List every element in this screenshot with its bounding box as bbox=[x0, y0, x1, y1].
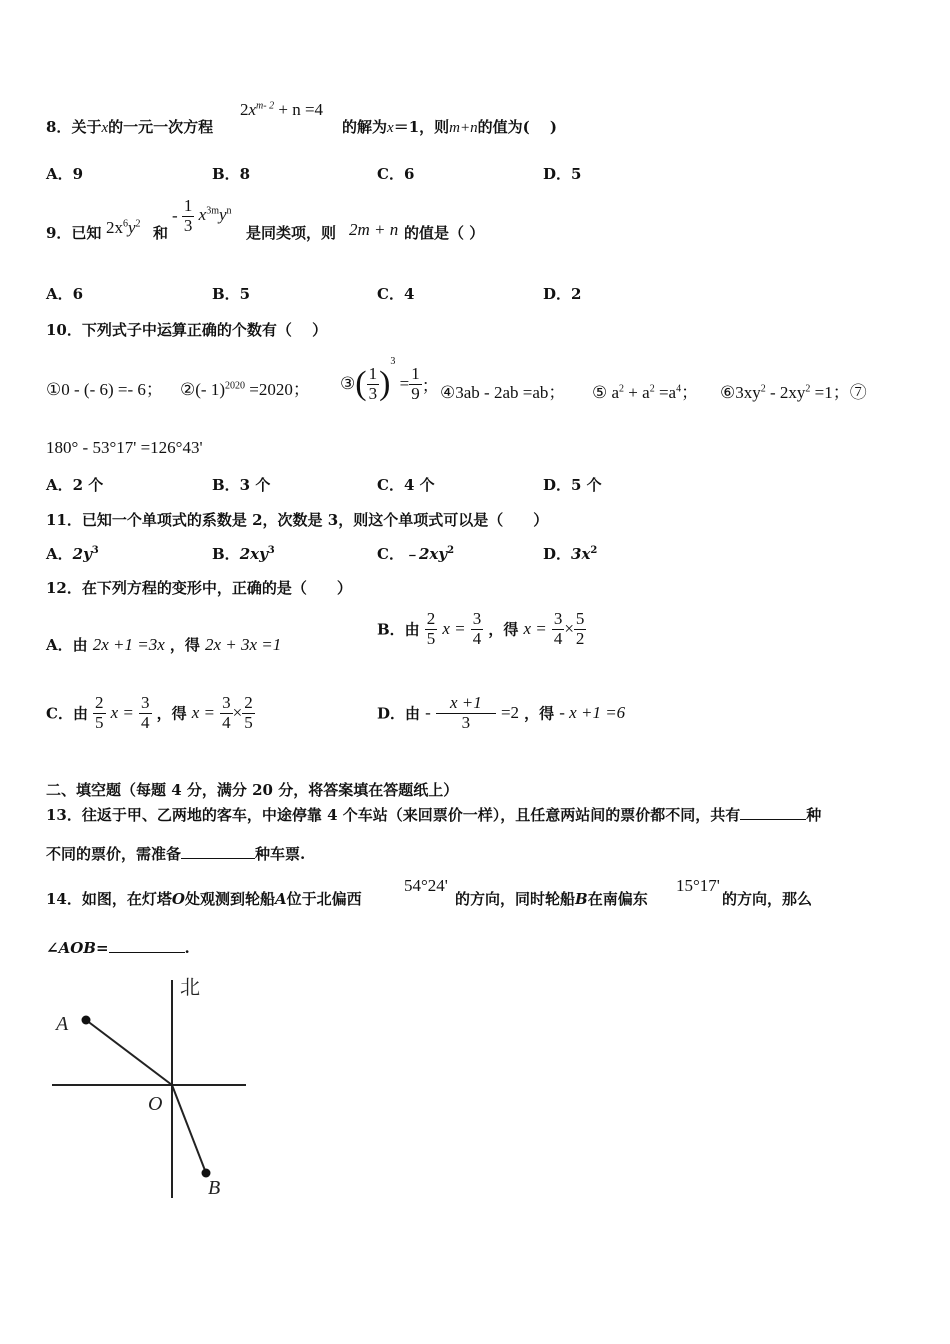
q9-stem-mid: 是同类项，则 bbox=[246, 224, 337, 242]
compass-figure bbox=[40, 968, 270, 1208]
section-2-heading: 二、填空题（每题 4 分，满分 20 分，将答案填在答题纸上） bbox=[46, 781, 459, 799]
q12-option-b[interactable]: B．由 $\frac{2}{5}$ x = $\frac{3}{4}$ ，得 x = $\frac{3}{4}$ × $\frac{5}{2}$ bbox=[377, 609, 585, 648]
label-b: B bbox=[208, 1177, 221, 1199]
q14-answer-line: ∠AOB= . bbox=[46, 939, 190, 957]
q14-stem-2: 的方向，同时轮船B在南偏东 bbox=[455, 890, 648, 908]
q14-blank[interactable] bbox=[109, 938, 185, 953]
q11-option-d[interactable]: D．$3x^2$ bbox=[543, 545, 598, 563]
q10-item-4: ④3ab - 2ab =ab； bbox=[440, 383, 566, 402]
q8-stem: 8．关于x的一元一次方程 bbox=[46, 118, 214, 136]
point-a bbox=[82, 1016, 91, 1025]
north-label: 北 bbox=[180, 975, 200, 999]
q10-stem: 10．下列式子中运算正确的个数有（ ） bbox=[46, 321, 328, 339]
q10-option-c[interactable]: C．4 个 bbox=[377, 476, 435, 494]
q14-angle-1: 54°24' bbox=[404, 876, 448, 895]
q10-item-2: ②(- 1)$^{2020}$ =2020； bbox=[180, 380, 310, 399]
q9-option-c[interactable]: C．4 bbox=[377, 285, 415, 303]
q9-expression: 2m + n bbox=[349, 220, 399, 239]
q9-option-b[interactable]: B．5 bbox=[212, 285, 251, 303]
q12-option-c[interactable]: C．由 $\frac{2}{5}$ x = $\frac{3}{4}$ ，得 x = $\frac{3}{4}$ × $\frac{2}{5}$ bbox=[46, 693, 253, 732]
q11-option-c[interactable]: C．$﹣2xy^2$ bbox=[377, 545, 455, 563]
q11-option-a[interactable]: A．$2y^3$ bbox=[46, 545, 99, 563]
label-o: O bbox=[148, 1093, 163, 1115]
q12-option-a[interactable]: A．由 2x +1 =3x ，得 2x + 3x =1 bbox=[46, 635, 282, 654]
q8-stem-end: 的解为x＝1，则m+n的值为( ) bbox=[342, 118, 558, 136]
q13-blank-1[interactable] bbox=[740, 805, 806, 820]
q9-term1: $2x^6y^2$ bbox=[106, 218, 141, 237]
q12-option-d[interactable]: D．由 - $\frac{x +1}{3}$ =2 ，得 - x +1 =6 bbox=[377, 693, 626, 732]
q8-option-b[interactable]: B．8 bbox=[212, 165, 251, 183]
q13-blank-2[interactable] bbox=[181, 844, 255, 859]
q14-angle-2: 15°17' bbox=[676, 876, 720, 895]
q9-stem-end: 的值是（ ） bbox=[404, 224, 485, 242]
q10-item-6: $⑥3xy^2 - 2xy^2 =1$；⑦ bbox=[720, 383, 867, 402]
q10-item-1: ①0 - (- 6) =- 6； bbox=[46, 380, 163, 399]
ray-ob bbox=[172, 1085, 206, 1173]
q9-stem-start: 9．已知 bbox=[46, 224, 102, 242]
q10-item-5: ⑤ $a^2 + a^2 =a^4$； bbox=[592, 383, 699, 402]
q10-option-a[interactable]: A．2 个 bbox=[46, 476, 104, 494]
q13-line-2: 不同的票价，需准备 种车票. bbox=[46, 845, 306, 863]
q8-option-c[interactable]: C．6 bbox=[377, 165, 415, 183]
q9-option-a[interactable]: A．6 bbox=[46, 285, 84, 303]
q8-option-a[interactable]: A．9 bbox=[46, 165, 84, 183]
q10-item-3: ③( $\frac{1}{3}$ )$^3$ = $\frac{1}{9}$ ； bbox=[340, 356, 439, 403]
q11-stem: 11．已知一个单项式的系数是 2，次数是 3，则这个单项式可以是（ ） bbox=[46, 511, 549, 529]
q9-and: 和 bbox=[153, 224, 169, 242]
q10-item-7: 180° - 53°17' =126°43' bbox=[46, 438, 203, 457]
q9-term2: - $\frac{1}{3}$ $x^{3m}y^n$ bbox=[172, 196, 232, 235]
q14-stem-1: 14．如图，在灯塔O处观测到轮船A位于北偏西 bbox=[46, 890, 362, 908]
q10-option-b[interactable]: B．3 个 bbox=[212, 476, 271, 494]
q8-option-d[interactable]: D．5 bbox=[543, 165, 582, 183]
q13-line-1: 13．往返于甲、乙两地的客车，中途停靠 4 个车站（来回票价一样），且任意两站间的票价都不同，共有 种 bbox=[46, 806, 822, 824]
label-a: A bbox=[56, 1013, 69, 1035]
q14-stem-3: 的方向，那么 bbox=[722, 890, 813, 908]
ray-oa bbox=[86, 1020, 172, 1085]
q10-option-d[interactable]: D．5 个 bbox=[543, 476, 602, 494]
q11-option-b[interactable]: B．$2xy^3$ bbox=[212, 545, 275, 563]
q8-equation: $2x^{m- 2} + n =4$ bbox=[240, 100, 324, 119]
q12-stem: 12．在下列方程的变形中，正确的是（ ） bbox=[46, 579, 352, 597]
q9-option-d[interactable]: D．2 bbox=[543, 285, 582, 303]
